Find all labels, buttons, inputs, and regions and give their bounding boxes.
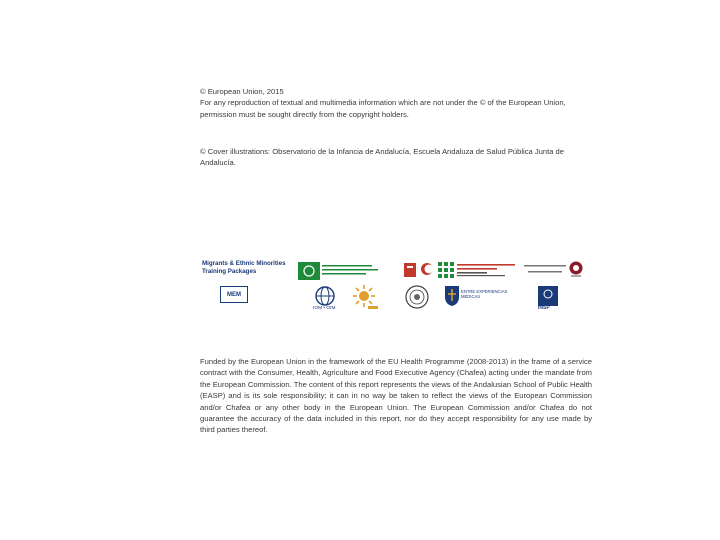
red-crest-logo [403, 262, 417, 278]
mem-badge-text: MEM [227, 291, 241, 298]
cover-credits [200, 146, 592, 169]
crescent-logo [420, 260, 434, 278]
copenhagen-university-text [524, 263, 568, 277]
iom-label: IOM • OIM [313, 306, 336, 311]
copyright-block [200, 86, 592, 120]
cover-credits-text: © Cover illustrations: Observatorio de la Infancia de Andalucía, Escuela Andaluza de Salud Pública Junta de Andalucía. [200, 147, 564, 168]
regional-health-text-logo [457, 263, 519, 277]
junta-andalucia-logo [298, 262, 320, 280]
insp-icon [538, 286, 558, 306]
grid-logo [438, 262, 454, 278]
medical-college-crest-icon [444, 285, 460, 307]
copyright-permission: For any reproduction of textual and multimedia information which are not under the © of the European Union, permission must be sought directly from the copyright holders. [200, 98, 566, 119]
mem-logo-title: Migrants & Ethnic Minorities Training Packages [202, 260, 286, 275]
mem-badge [220, 286, 248, 303]
institution-seal-icon [405, 285, 429, 309]
easp-text-logo [322, 264, 380, 276]
insp-label: INSP [538, 305, 550, 311]
sun-logo [351, 284, 379, 310]
funding-disclaimer [200, 356, 592, 436]
copenhagen-seal-icon [568, 260, 584, 278]
mem-logo [202, 260, 294, 303]
medical-college-label: ENTRE EXPERIENCIAS MÉDICAS [461, 289, 508, 300]
partner-logos [200, 258, 592, 314]
funding-disclaimer-text: Funded by the European Union in the framework of the EU Health Programme (2008-2013) in the frame of a service contract with the Consumer, Health, Agriculture and Food Executive Agency (Chafea) acting under the mandate from the European Commission. The content of this report represents the views of the Andalusian School of Public Health (EASP) and is its sole responsibility; it can in no way be taken to reflect the views of the European Commission and/or Chafea or any other body in the European Union. The European Commission and/or Chafea do not guarantee the accuracy of the data included in this report, nor do they accept responsibility for any use made by third parties thereof. [200, 357, 592, 435]
copyright-line: © European Union, 2015 [200, 87, 284, 96]
iom-globe-icon [314, 286, 336, 306]
